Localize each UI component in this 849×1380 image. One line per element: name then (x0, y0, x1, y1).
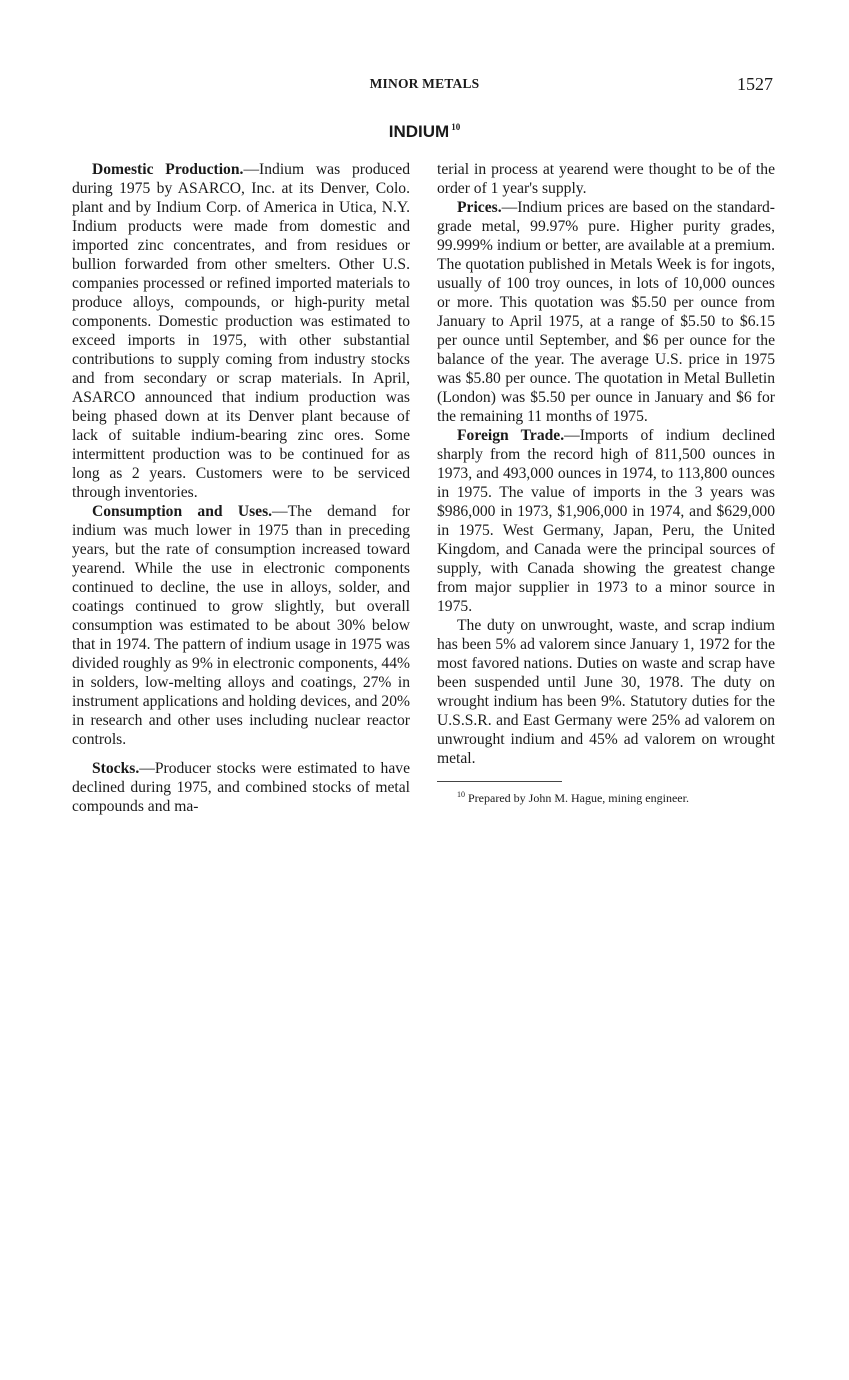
heading-domestic-production: Domestic Production. (92, 161, 244, 178)
text-consumption: —The demand for indium was much lower in 1975 than in preceding years, but the rate of consumption increased toward yearend. While the use in electronic components continued to decline, the use in alloys, solder, and coatings continued to grow slightly, but overall consumption was estimated to be about 30% below that in 1974. The pattern of indium usage in 1975 was divided roughly as 9% in electronic components, 44% in solders, low-melting alloys and coatings, 27% in instrument applications and holding devices, and 20% in research and other uses including nuclear reactor controls. (72, 503, 410, 748)
right-column (437, 160, 775, 805)
article-title (0, 122, 849, 142)
text-domestic-production: —Indium was produced during 1975 by ASARCO, Inc. at its Denver, Colo. plant and by Indium Corp. of America in Utica, N.Y. Indium products were made from domestic and imported zinc concentrates, and from residues or bullion forwarded from other smelters. Other U.S. companies processed or refined imported materials to produce alloys, compounds, or high-purity metal components. Domestic production was estimated to exceed imports in 1975, with other substantial contributions to supply coming from industry stocks and from secondary or scrap materials. In April, ASARCO announced that indium production was being phased down at its Denver plant because of lack of suitable indium-bearing zinc ores. Some intermittent production was to be continued for as long as 2 years. Customers were to be serviced through inventories. (72, 161, 410, 501)
article-title-text: INDIUM (388, 122, 450, 141)
heading-prices: Prices. (457, 199, 502, 216)
paragraph-foreign-trade (437, 426, 775, 616)
footnote-text: Prepared by John M. Hague, mining engineer. (468, 791, 689, 805)
paragraph-stocks (72, 759, 410, 816)
running-header (0, 74, 849, 94)
paragraph-duty: The duty on unwrought, waste, and scrap indium has been 5% ad valorem since January 1, 1972 for the most favored nations. Duties on waste and scrap have been suspended until June 30, 1978. The duty on wrought indium has been 9%. Statutory duties for the U.S.S.R. and East Germany were 25% ad valorem on unwrought indium and 45% ad valorem on wrought metal. (437, 617, 775, 767)
paragraph-stocks-continued: terial in process at yearend were thought to be of the order of 1 year's supply. (437, 161, 775, 197)
left-column (72, 160, 410, 816)
footnote-number: 10 (457, 790, 465, 799)
footnote-rule (437, 781, 562, 782)
footnote-ref: 10 (451, 122, 461, 132)
heading-stocks: Stocks. (92, 760, 140, 777)
paragraph-domestic-production (72, 160, 410, 502)
text-prices: —Indium prices are based on the standard-grade metal, 99.97% pure. Higher purity grades, 99.999% indium or better, are available at a premium. The quotation published in Metals Week is for ingots, usually of 100 troy ounces, in lots of 10,000 ounces or more. This quotation was $5.50 per ounce from January to April 1975, at a range of $5.50 to $6.15 per ounce until September, and $6 per ounce for the balance of the year. The average U.S. price in 1975 was $5.80 per ounce. The quotation in Metal Bulletin (London) was $5.50 per ounce in January and $6 for the remaining 11 months of 1975. (437, 199, 775, 425)
page-number: 1527 (737, 74, 773, 94)
text-stocks-left: —Producer stocks were estimated to have declined during 1975, and combined stocks of metal compounds and ma- (72, 760, 410, 815)
heading-consumption: Consumption and Uses. (92, 503, 273, 520)
text-foreign-trade: —Imports of indium declined sharply from the record high of 811,500 ounces in 1973, and 493,000 ounces in 1974, to 113,800 ounces in 1975. The value of imports in the 3 years was $986,000 in 1973, $1,906,000 in 1974, and $629,000 in 1975. West Germany, Japan, Peru, the United Kingdom, and Canada were the principal sources of supply, with Canada showing the greatest change from major supplier in 1973 to a minor source in 1975. (437, 427, 775, 615)
paragraph-prices (437, 198, 775, 426)
paragraph-consumption (72, 502, 410, 749)
footnote (437, 788, 775, 805)
heading-foreign-trade: Foreign Trade. (457, 427, 565, 444)
running-title: MINOR METALS (369, 76, 480, 91)
